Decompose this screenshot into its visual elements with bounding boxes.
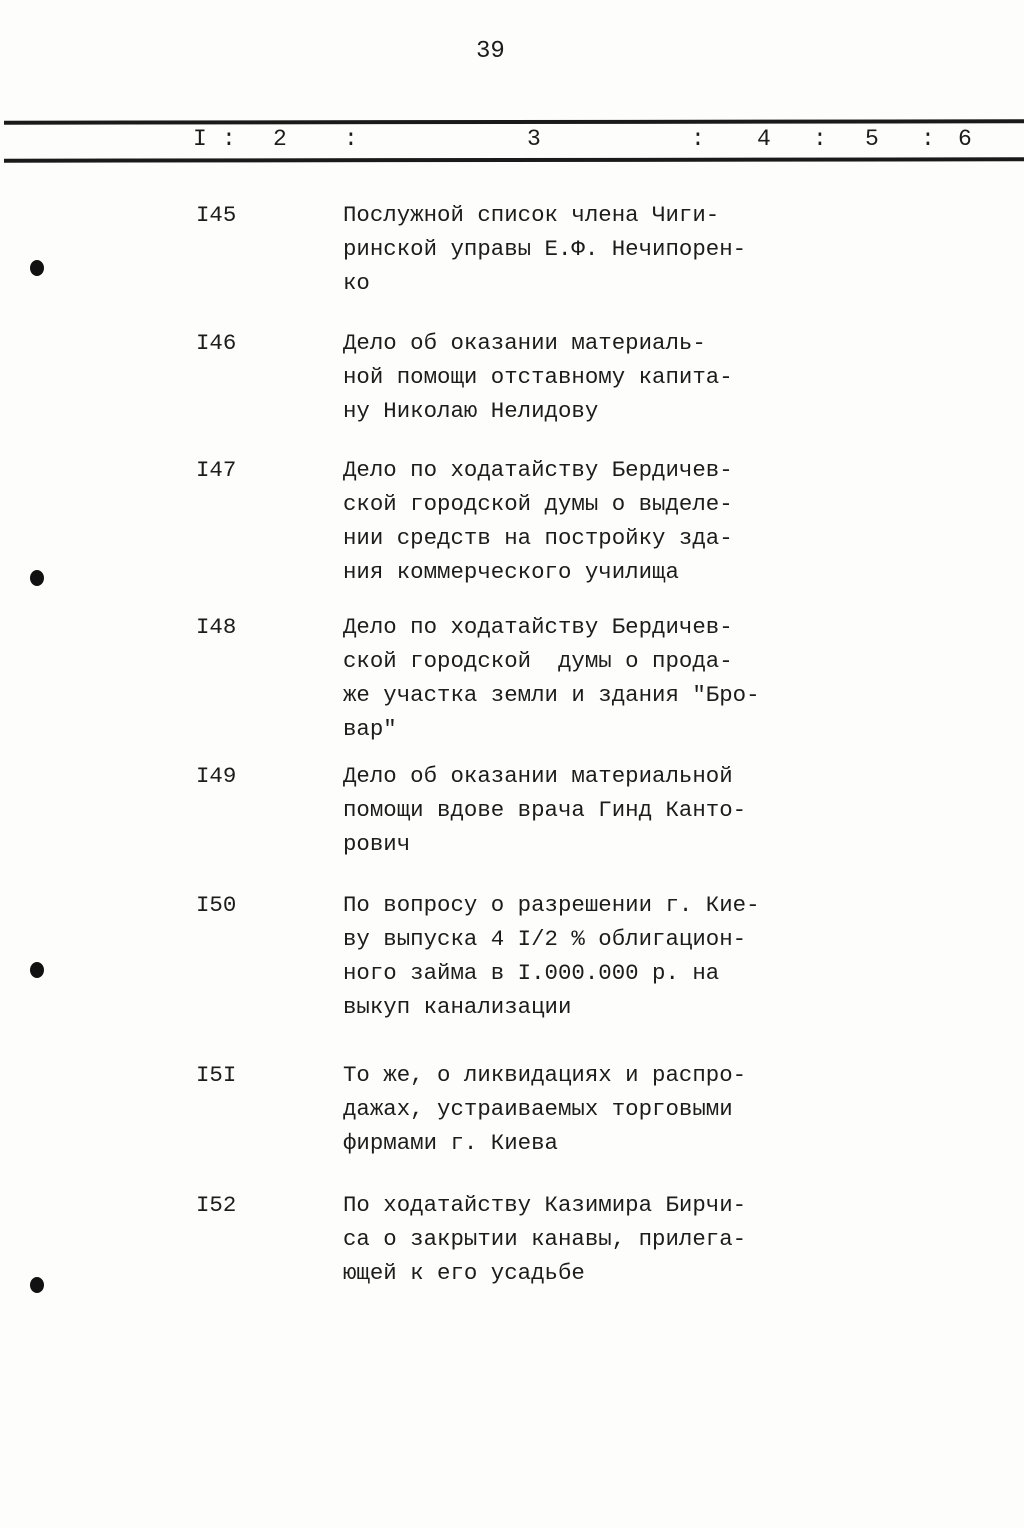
column-header-3: 3 [527,126,541,152]
item-title [343,1058,746,1160]
column-separator: : [222,126,236,152]
item-title [343,1188,746,1290]
item-title-line: рович [343,831,411,857]
item-number: I45 [196,202,237,228]
item-title-line: помощи вдове врача Гинд Канто- [343,797,747,823]
item-title-line: ской городской думы о выделе- [343,491,733,517]
item-title-line: По ходатайству Казимира Бирчи- [343,1192,747,1218]
item-title-line: По вопросу о разрешении г. Кие- [343,892,760,918]
item-title-line: са о закрытии канавы, прилега- [343,1226,747,1252]
binder-hole [30,260,44,276]
item-title-line: ринской управы Е.Ф. Нечипорен- [343,236,747,262]
binder-hole [30,1277,44,1293]
item-title-line: фирмами г. Киева [343,1130,558,1156]
header-rule-top [4,119,1024,124]
binder-hole [30,570,44,586]
item-title-line: Дело по ходатайству Бердичев- [343,457,733,483]
item-title-line: То же, о ликвидациях и распро- [343,1062,747,1088]
column-separator: : [921,126,935,152]
column-header-6: 6 [958,126,972,152]
item-title-line: Дело об оказании материаль- [343,330,706,356]
item-title [343,888,760,1024]
item-title [343,759,746,861]
column-header-2: 2 [273,126,287,152]
item-title [343,453,733,589]
item-number: I50 [196,892,237,918]
column-separator: : [344,126,358,152]
item-title [343,610,760,746]
item-title-line: ко [343,270,370,296]
item-title-line: ния коммерческого училища [343,559,679,585]
item-title-line: Послужной список члена Чиги- [343,202,720,228]
item-number: I52 [196,1192,237,1218]
item-title-line: нии средств на постройку зда- [343,525,733,551]
column-separator: : [813,126,827,152]
item-title-line: ской городской думы о прода- [343,648,733,674]
column-header-4: 4 [757,126,771,152]
column-header-1: I [193,126,207,152]
item-number: I46 [196,330,237,356]
binder-hole [30,962,44,978]
item-title-line: ного займа в I.000.000 р. на [343,960,720,986]
item-title-line: Дело по ходатайству Бердичев- [343,614,733,640]
page-number: 39 [476,38,505,65]
column-header-5: 5 [865,126,879,152]
item-title-line: ной помощи отставному капита- [343,364,733,390]
column-separator: : [691,126,705,152]
item-title-line: дажах, устраиваемых торговыми [343,1096,733,1122]
item-title-line: Дело об оказании материальной [343,763,733,789]
item-number: I47 [196,457,237,483]
item-title [343,326,733,428]
item-number: I5I [196,1062,237,1088]
item-title-line: же участка земли и здания "Бро- [343,682,760,708]
item-title-line: ющей к его усадьбе [343,1260,585,1286]
item-title-line: ву выпуска 4 I/2 % облигацион- [343,926,747,952]
item-title-line: вар" [343,716,397,742]
item-title-line: ну Николаю Нелидову [343,398,599,424]
item-number: I48 [196,614,237,640]
header-rule-bottom [4,157,1024,162]
item-title [343,198,746,300]
item-title-line: выкуп канализации [343,994,572,1020]
item-number: I49 [196,763,237,789]
